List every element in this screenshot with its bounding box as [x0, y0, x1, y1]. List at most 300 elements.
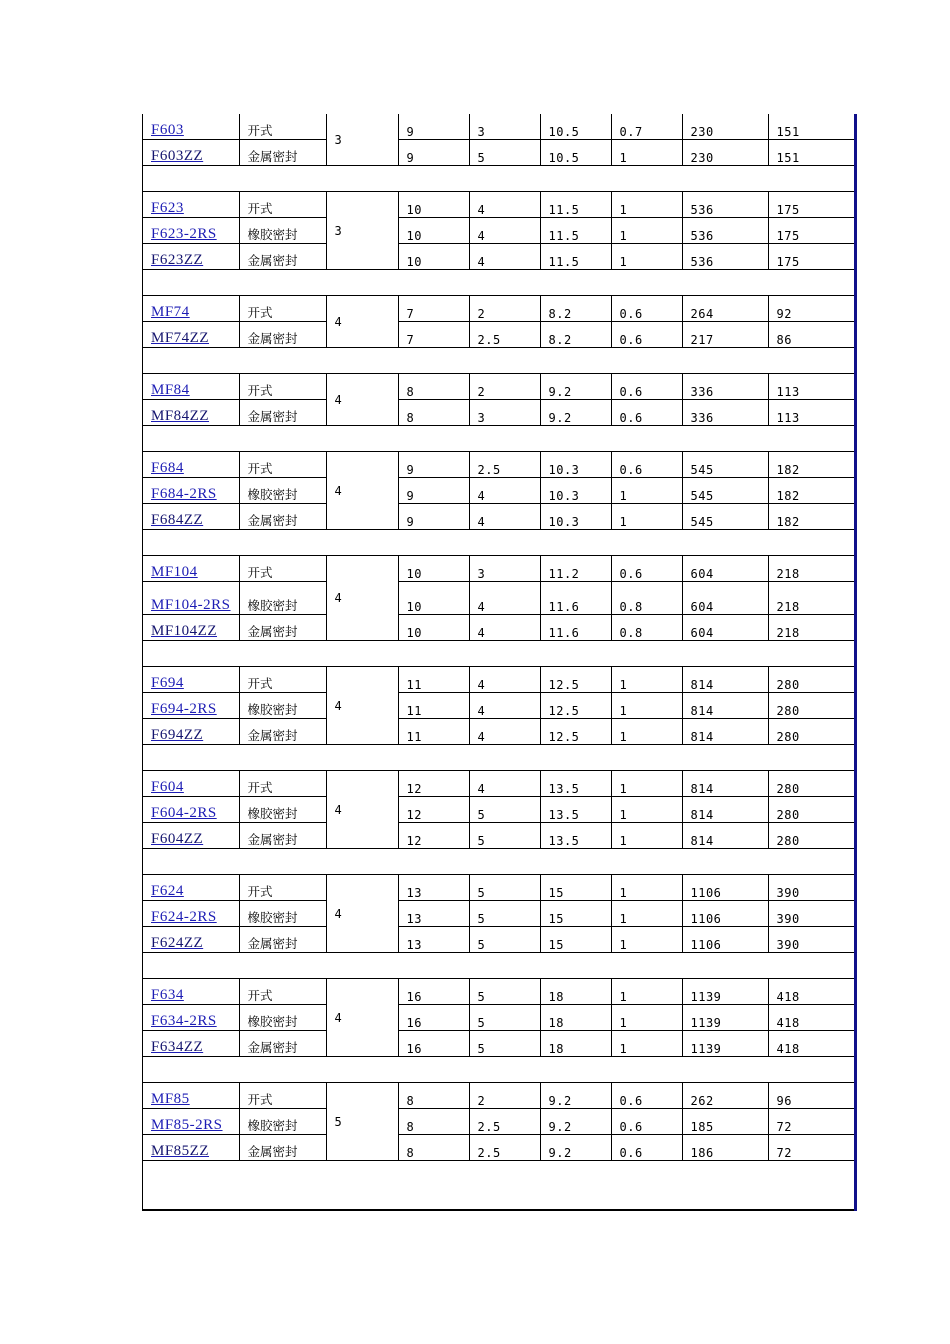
- flange-width-cell: 1: [611, 875, 682, 901]
- flange-diameter-cell: 11.5: [540, 192, 611, 218]
- flange-diameter-cell: 11.6: [540, 582, 611, 615]
- outer-diameter-cell: 12: [398, 823, 469, 849]
- outer-diameter-cell: 7: [398, 296, 469, 322]
- width-cell: 5: [469, 1031, 540, 1057]
- table-row: [143, 667, 854, 693]
- model-link[interactable]: F694: [151, 675, 184, 691]
- bore-diameter-cell: 4: [326, 875, 398, 953]
- model-link[interactable]: F623: [151, 200, 184, 216]
- outer-diameter-cell: 11: [398, 667, 469, 693]
- seal-type-cell: 橡胶密封: [239, 478, 326, 504]
- bore-diameter-cell: 4: [326, 979, 398, 1057]
- seal-type-cell: 金属密封: [239, 1135, 326, 1161]
- dynamic-load-cell: 336: [682, 400, 768, 426]
- flange-diameter-cell: 15: [540, 875, 611, 901]
- table-row: [143, 556, 854, 582]
- flange-diameter-cell: 18: [540, 1031, 611, 1057]
- model-cell: [143, 719, 239, 745]
- model-cell: [143, 478, 239, 504]
- flange-diameter-cell: 11.2: [540, 556, 611, 582]
- bore-diameter-cell: 3: [326, 114, 398, 166]
- model-cell: [143, 218, 239, 244]
- outer-diameter-cell: 11: [398, 719, 469, 745]
- model-link[interactable]: MF85ZZ: [151, 1143, 210, 1159]
- static-load-cell: 182: [768, 504, 854, 530]
- seal-type-cell: 开式: [239, 979, 326, 1005]
- flange-width-cell: 1: [611, 478, 682, 504]
- seal-type-cell: 橡胶密封: [239, 582, 326, 615]
- flange-diameter-cell: 13.5: [540, 823, 611, 849]
- width-cell: 2.5: [469, 1109, 540, 1135]
- outer-diameter-cell: 10: [398, 192, 469, 218]
- dynamic-load-cell: 604: [682, 582, 768, 615]
- table-row: [143, 979, 854, 1005]
- flange-width-cell: 0.6: [611, 556, 682, 582]
- width-cell: 5: [469, 140, 540, 166]
- model-cell: [143, 1083, 239, 1109]
- seal-type-cell: 开式: [239, 1083, 326, 1109]
- width-cell: 4: [469, 719, 540, 745]
- static-load-cell: 280: [768, 823, 854, 849]
- static-load-cell: 390: [768, 927, 854, 953]
- model-cell: [143, 322, 239, 348]
- table-body: [143, 114, 854, 1210]
- table-row: [143, 1031, 854, 1057]
- seal-type-cell: 金属密封: [239, 140, 326, 166]
- outer-diameter-cell: 9: [398, 452, 469, 478]
- model-link[interactable]: F684-2RS: [151, 486, 217, 502]
- seal-type-cell: 金属密封: [239, 400, 326, 426]
- flange-width-cell: 1: [611, 244, 682, 270]
- bore-diameter-cell: 5: [326, 1083, 398, 1161]
- outer-diameter-cell: 8: [398, 374, 469, 400]
- model-cell: [143, 452, 239, 478]
- static-load-cell: 218: [768, 556, 854, 582]
- model-cell: [143, 374, 239, 400]
- group-separator-row: [143, 530, 854, 556]
- model-cell: [143, 771, 239, 797]
- dynamic-load-cell: 814: [682, 771, 768, 797]
- model-cell: [143, 615, 239, 641]
- outer-diameter-cell: 10: [398, 615, 469, 641]
- flange-width-cell: 0.6: [611, 322, 682, 348]
- dynamic-load-cell: 1106: [682, 901, 768, 927]
- static-load-cell: 390: [768, 875, 854, 901]
- seal-type-cell: 开式: [239, 374, 326, 400]
- model-link[interactable]: F604-2RS: [151, 805, 217, 821]
- table-row: [143, 374, 854, 400]
- static-load-cell: 418: [768, 979, 854, 1005]
- model-link[interactable]: F624: [151, 883, 184, 899]
- outer-diameter-cell: 8: [398, 400, 469, 426]
- model-cell: [143, 823, 239, 849]
- flange-diameter-cell: 9.2: [540, 1109, 611, 1135]
- table-row: [143, 218, 854, 244]
- table-row: [143, 296, 854, 322]
- dynamic-load-cell: 545: [682, 504, 768, 530]
- flange-width-cell: 1: [611, 823, 682, 849]
- flange-diameter-cell: 18: [540, 979, 611, 1005]
- dynamic-load-cell: 1106: [682, 875, 768, 901]
- seal-type-cell: 金属密封: [239, 1031, 326, 1057]
- table-row: [143, 927, 854, 953]
- static-load-cell: 418: [768, 1005, 854, 1031]
- width-cell: 2: [469, 374, 540, 400]
- outer-diameter-cell: 9: [398, 114, 469, 140]
- flange-width-cell: 0.6: [611, 1083, 682, 1109]
- outer-diameter-cell: 11: [398, 693, 469, 719]
- dynamic-load-cell: 1139: [682, 1031, 768, 1057]
- table-row: [143, 1109, 854, 1135]
- flange-width-cell: 1: [611, 667, 682, 693]
- table-row: [143, 901, 854, 927]
- dynamic-load-cell: 185: [682, 1109, 768, 1135]
- seal-type-cell: 金属密封: [239, 615, 326, 641]
- flange-width-cell: 1: [611, 797, 682, 823]
- width-cell: 2.5: [469, 322, 540, 348]
- width-cell: 4: [469, 218, 540, 244]
- seal-type-cell: 开式: [239, 771, 326, 797]
- static-load-cell: 390: [768, 901, 854, 927]
- table-row: [143, 244, 854, 270]
- outer-diameter-cell: 8: [398, 1109, 469, 1135]
- width-cell: 5: [469, 797, 540, 823]
- flange-width-cell: 1: [611, 927, 682, 953]
- flange-diameter-cell: 12.5: [540, 667, 611, 693]
- seal-type-cell: 金属密封: [239, 823, 326, 849]
- seal-type-cell: 开式: [239, 667, 326, 693]
- dynamic-load-cell: 814: [682, 797, 768, 823]
- model-link[interactable]: MF84: [151, 382, 190, 398]
- flange-diameter-cell: 10.3: [540, 478, 611, 504]
- flange-width-cell: 0.8: [611, 615, 682, 641]
- seal-type-cell: 金属密封: [239, 719, 326, 745]
- static-load-cell: 113: [768, 400, 854, 426]
- static-load-cell: 418: [768, 1031, 854, 1057]
- model-cell: [143, 797, 239, 823]
- seal-type-cell: 金属密封: [239, 322, 326, 348]
- model-cell: [143, 400, 239, 426]
- dynamic-load-cell: 230: [682, 140, 768, 166]
- outer-diameter-cell: 16: [398, 979, 469, 1005]
- separator-cell: [143, 426, 854, 452]
- width-cell: 3: [469, 114, 540, 140]
- flange-width-cell: 0.6: [611, 1135, 682, 1161]
- outer-diameter-cell: 7: [398, 322, 469, 348]
- model-link[interactable]: F684ZZ: [151, 512, 204, 528]
- model-cell: [143, 875, 239, 901]
- model-link[interactable]: F694-2RS: [151, 701, 217, 717]
- model-link[interactable]: F634: [151, 987, 184, 1003]
- static-load-cell: 86: [768, 322, 854, 348]
- dynamic-load-cell: 217: [682, 322, 768, 348]
- model-cell: [143, 556, 239, 582]
- static-load-cell: 113: [768, 374, 854, 400]
- table-row: [143, 452, 854, 478]
- flange-width-cell: 0.8: [611, 582, 682, 615]
- table-row: [143, 1135, 854, 1161]
- table-row: [143, 114, 854, 140]
- group-separator-row: [143, 849, 854, 875]
- model-link[interactable]: MF84ZZ: [151, 408, 210, 424]
- dynamic-load-cell: 536: [682, 192, 768, 218]
- model-link[interactable]: F624ZZ: [151, 935, 204, 951]
- outer-diameter-cell: 8: [398, 1135, 469, 1161]
- model-link[interactable]: F604: [151, 779, 184, 795]
- seal-type-cell: 橡胶密封: [239, 218, 326, 244]
- flange-width-cell: 1: [611, 719, 682, 745]
- bore-diameter-cell: 4: [326, 296, 398, 348]
- flange-diameter-cell: 9.2: [540, 374, 611, 400]
- width-cell: 5: [469, 927, 540, 953]
- static-load-cell: 280: [768, 771, 854, 797]
- dynamic-load-cell: 604: [682, 615, 768, 641]
- dynamic-load-cell: 536: [682, 218, 768, 244]
- width-cell: 4: [469, 693, 540, 719]
- width-cell: 4: [469, 478, 540, 504]
- outer-diameter-cell: 13: [398, 927, 469, 953]
- separator-cell: [143, 1057, 854, 1083]
- width-cell: 5: [469, 875, 540, 901]
- table-row: [143, 582, 854, 615]
- group-separator-row: [143, 348, 854, 374]
- outer-diameter-cell: 8: [398, 1083, 469, 1109]
- dynamic-load-cell: 814: [682, 693, 768, 719]
- seal-type-cell: 金属密封: [239, 504, 326, 530]
- model-cell: [143, 582, 239, 615]
- width-cell: 3: [469, 400, 540, 426]
- width-cell: 5: [469, 823, 540, 849]
- dynamic-load-cell: 545: [682, 452, 768, 478]
- model-link[interactable]: F634ZZ: [151, 1039, 204, 1055]
- model-cell: [143, 1135, 239, 1161]
- seal-type-cell: 开式: [239, 875, 326, 901]
- width-cell: 5: [469, 1005, 540, 1031]
- model-cell: [143, 244, 239, 270]
- model-link[interactable]: F623-2RS: [151, 226, 217, 242]
- width-cell: 4: [469, 504, 540, 530]
- flange-width-cell: 0.6: [611, 400, 682, 426]
- dynamic-load-cell: 262: [682, 1083, 768, 1109]
- model-cell: [143, 979, 239, 1005]
- table-row: [143, 823, 854, 849]
- static-load-cell: 175: [768, 192, 854, 218]
- flange-width-cell: 1: [611, 979, 682, 1005]
- bore-diameter-cell: 4: [326, 374, 398, 426]
- flange-width-cell: 1: [611, 771, 682, 797]
- model-cell: [143, 693, 239, 719]
- outer-diameter-cell: 13: [398, 901, 469, 927]
- model-link[interactable]: F624-2RS: [151, 909, 217, 925]
- model-cell: [143, 140, 239, 166]
- dynamic-load-cell: 604: [682, 556, 768, 582]
- flange-diameter-cell: 13.5: [540, 771, 611, 797]
- flange-width-cell: 0.6: [611, 296, 682, 322]
- width-cell: 5: [469, 901, 540, 927]
- outer-diameter-cell: 10: [398, 556, 469, 582]
- seal-type-cell: 开式: [239, 452, 326, 478]
- flange-diameter-cell: 8.2: [540, 296, 611, 322]
- outer-diameter-cell: 9: [398, 504, 469, 530]
- seal-type-cell: 金属密封: [239, 927, 326, 953]
- model-link[interactable]: F604ZZ: [151, 831, 204, 847]
- static-load-cell: 72: [768, 1109, 854, 1135]
- outer-diameter-cell: 12: [398, 797, 469, 823]
- table-row: [143, 400, 854, 426]
- bore-diameter-cell: 3: [326, 192, 398, 270]
- static-load-cell: 92: [768, 296, 854, 322]
- model-link[interactable]: MF85: [151, 1091, 190, 1107]
- dynamic-load-cell: 336: [682, 374, 768, 400]
- model-cell: [143, 1031, 239, 1057]
- outer-diameter-cell: 10: [398, 218, 469, 244]
- model-link[interactable]: F684: [151, 460, 184, 476]
- dynamic-load-cell: 186: [682, 1135, 768, 1161]
- separator-cell: [143, 953, 854, 979]
- model-link[interactable]: MF104-2RS: [151, 597, 231, 613]
- flange-width-cell: 1: [611, 504, 682, 530]
- flange-diameter-cell: 13.5: [540, 797, 611, 823]
- width-cell: 3: [469, 556, 540, 582]
- seal-type-cell: 开式: [239, 296, 326, 322]
- flange-diameter-cell: 18: [540, 1005, 611, 1031]
- model-cell: [143, 504, 239, 530]
- width-cell: 5: [469, 979, 540, 1005]
- model-link[interactable]: F623ZZ: [151, 252, 204, 268]
- model-link[interactable]: F694ZZ: [151, 727, 204, 743]
- dynamic-load-cell: 536: [682, 244, 768, 270]
- static-load-cell: 280: [768, 693, 854, 719]
- width-cell: 4: [469, 615, 540, 641]
- model-link[interactable]: MF104ZZ: [151, 623, 218, 639]
- seal-type-cell: 橡胶密封: [239, 693, 326, 719]
- seal-type-cell: 橡胶密封: [239, 797, 326, 823]
- outer-diameter-cell: 13: [398, 875, 469, 901]
- outer-diameter-cell: 10: [398, 244, 469, 270]
- seal-type-cell: 橡胶密封: [239, 1109, 326, 1135]
- dynamic-load-cell: 814: [682, 667, 768, 693]
- flange-diameter-cell: 12.5: [540, 693, 611, 719]
- dynamic-load-cell: 814: [682, 823, 768, 849]
- outer-diameter-cell: 9: [398, 478, 469, 504]
- width-cell: 2: [469, 296, 540, 322]
- static-load-cell: 151: [768, 140, 854, 166]
- table-row: [143, 875, 854, 901]
- model-link[interactable]: F634-2RS: [151, 1013, 217, 1029]
- width-cell: 4: [469, 771, 540, 797]
- seal-type-cell: 开式: [239, 114, 326, 140]
- width-cell: 4: [469, 582, 540, 615]
- separator-cell: [143, 1161, 854, 1210]
- model-cell: [143, 927, 239, 953]
- dynamic-load-cell: 545: [682, 478, 768, 504]
- table-row: [143, 140, 854, 166]
- flange-width-cell: 1: [611, 192, 682, 218]
- static-load-cell: 280: [768, 667, 854, 693]
- flange-diameter-cell: 10.3: [540, 452, 611, 478]
- flange-diameter-cell: 11.5: [540, 218, 611, 244]
- model-link[interactable]: MF85-2RS: [151, 1117, 223, 1133]
- flange-width-cell: 0.7: [611, 114, 682, 140]
- flange-diameter-cell: 8.2: [540, 322, 611, 348]
- group-separator-row: [143, 745, 854, 771]
- dynamic-load-cell: 230: [682, 114, 768, 140]
- table-row: [143, 192, 854, 218]
- flange-width-cell: 0.6: [611, 452, 682, 478]
- flange-diameter-cell: 10.5: [540, 114, 611, 140]
- width-cell: 2.5: [469, 1135, 540, 1161]
- model-cell: [143, 901, 239, 927]
- static-load-cell: 72: [768, 1135, 854, 1161]
- group-separator-row: [143, 1161, 854, 1210]
- model-cell: [143, 192, 239, 218]
- page-right-edge: [854, 114, 857, 1211]
- outer-diameter-cell: 12: [398, 771, 469, 797]
- seal-type-cell: 开式: [239, 556, 326, 582]
- flange-width-cell: 1: [611, 218, 682, 244]
- width-cell: 4: [469, 244, 540, 270]
- model-link[interactable]: MF104: [151, 564, 198, 580]
- flange-width-cell: 1: [611, 1005, 682, 1031]
- dynamic-load-cell: 1106: [682, 927, 768, 953]
- width-cell: 4: [469, 192, 540, 218]
- table-row: [143, 693, 854, 719]
- flange-diameter-cell: 9.2: [540, 1083, 611, 1109]
- width-cell: 4: [469, 667, 540, 693]
- flange-width-cell: 1: [611, 901, 682, 927]
- separator-cell: [143, 745, 854, 771]
- flange-diameter-cell: 9.2: [540, 400, 611, 426]
- model-link[interactable]: F603: [151, 122, 184, 138]
- group-separator-row: [143, 1057, 854, 1083]
- static-load-cell: 151: [768, 114, 854, 140]
- dynamic-load-cell: 264: [682, 296, 768, 322]
- table-row: [143, 719, 854, 745]
- flange-diameter-cell: 11.5: [540, 244, 611, 270]
- static-load-cell: 218: [768, 582, 854, 615]
- flange-diameter-cell: 10.5: [540, 140, 611, 166]
- flange-diameter-cell: 12.5: [540, 719, 611, 745]
- bearing-spec-table: [142, 114, 854, 1211]
- group-separator-row: [143, 166, 854, 192]
- table-row: [143, 504, 854, 530]
- static-load-cell: 280: [768, 797, 854, 823]
- seal-type-cell: 橡胶密封: [239, 901, 326, 927]
- model-link[interactable]: F603ZZ: [151, 148, 204, 164]
- separator-cell: [143, 348, 854, 374]
- flange-width-cell: 1: [611, 1031, 682, 1057]
- static-load-cell: 175: [768, 218, 854, 244]
- outer-diameter-cell: 9: [398, 140, 469, 166]
- table-row: [143, 1005, 854, 1031]
- outer-diameter-cell: 16: [398, 1005, 469, 1031]
- outer-diameter-cell: 16: [398, 1031, 469, 1057]
- table-row: [143, 615, 854, 641]
- static-load-cell: 218: [768, 615, 854, 641]
- model-link[interactable]: MF74ZZ: [151, 330, 210, 346]
- dynamic-load-cell: 814: [682, 719, 768, 745]
- table-row: [143, 771, 854, 797]
- group-separator-row: [143, 953, 854, 979]
- model-link[interactable]: MF74: [151, 304, 190, 320]
- table-row: [143, 1083, 854, 1109]
- flange-diameter-cell: 15: [540, 901, 611, 927]
- static-load-cell: 175: [768, 244, 854, 270]
- flange-width-cell: 0.6: [611, 374, 682, 400]
- flange-width-cell: 0.6: [611, 1109, 682, 1135]
- bore-diameter-cell: 4: [326, 452, 398, 530]
- dynamic-load-cell: 1139: [682, 1005, 768, 1031]
